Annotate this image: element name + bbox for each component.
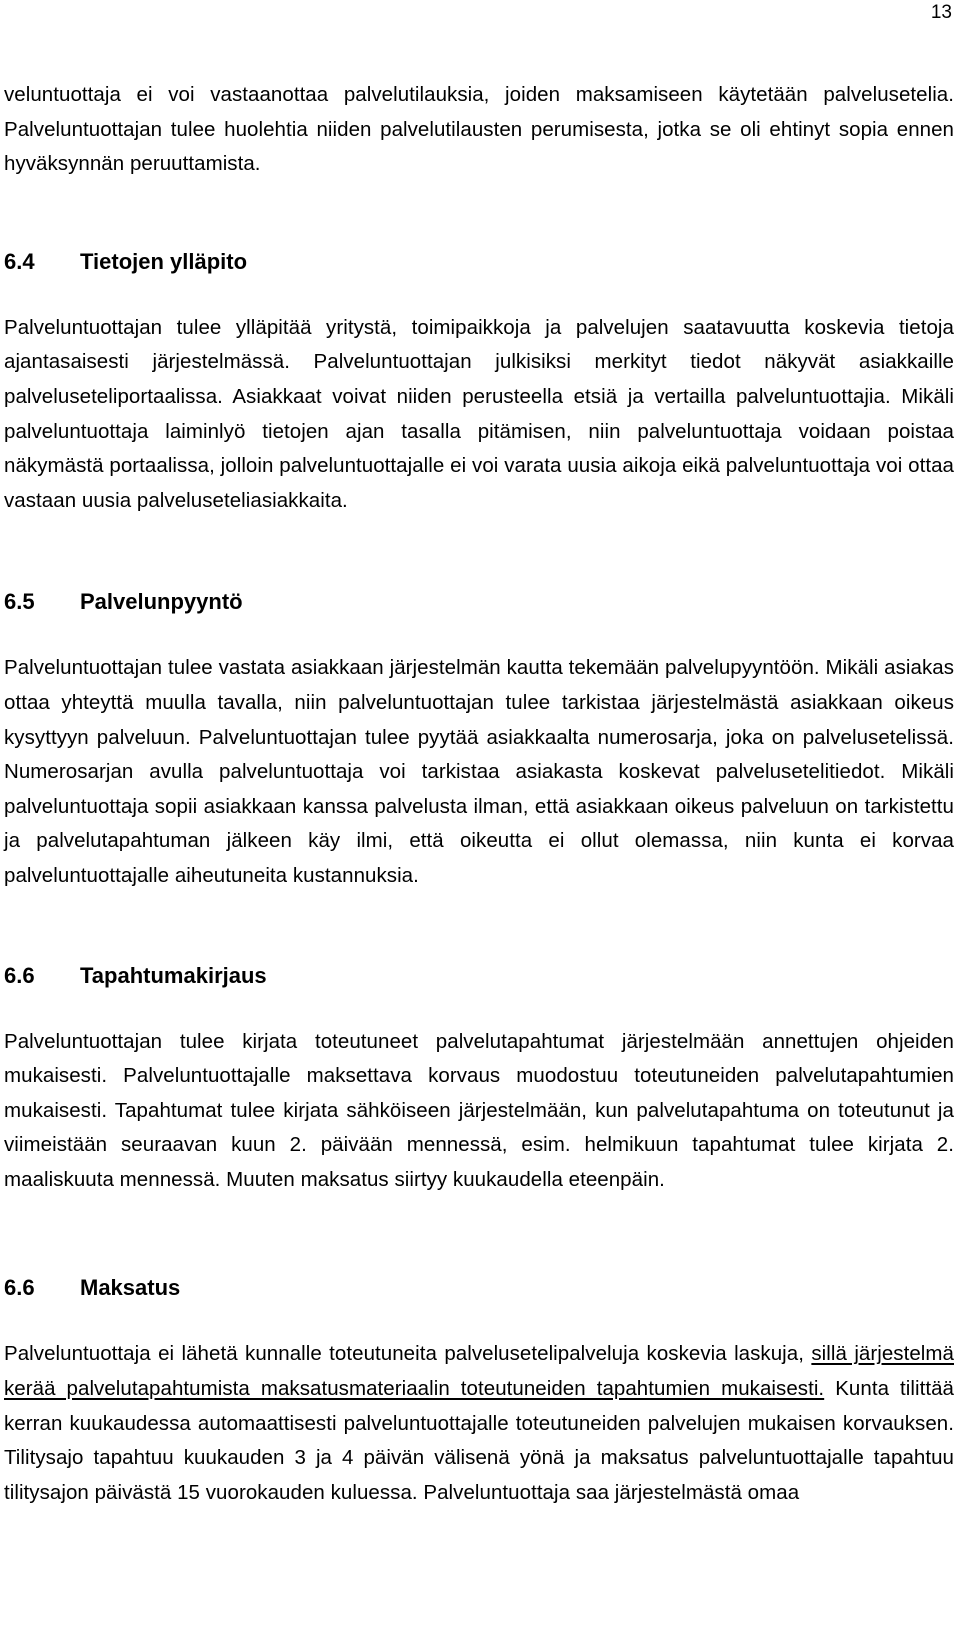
maksatus-text-before: Palveluntuottaja ei lähetä kunnalle toteutuneita palvelusetelipalveluja koskevia laskuja, (4, 1342, 804, 1366)
maksatus-text-after: Kunta tilittää kerran kuukaudessa automaattisesti palveluntuottajalle toteutuneiden palvelujen mukaisen korvauksen. Tilitysajo tapahtuu kuukauden 3 ja 4 päivän välisenä yönä ja maksatus palveluntuottajalle tapahtuu tilitysajon päivästä 15 vuorokauden kuluessa. Palveluntuottaja saa järjestelmästä omaa (4, 1377, 954, 1504)
section-number: 6.6 (4, 962, 35, 988)
section-title: Tietojen ylläpito (80, 248, 248, 274)
intro-paragraph: veluntuottaja ei voi vastaanottaa palvelutilauksia, joiden maksamiseen käytetään palvelusetelia. Palveluntuottajan tulee huolehtia niiden palvelutilausten perumisesta, jotka se oli ehtinyt sopia ennen hyväksynnän peruuttamista. (4, 83, 954, 176)
maksatus-text-underlined: sillä järjestelmä kerää palvelutapahtumista maksatusmateriaalin toteutuneiden tapahtumien mukaisesti. (4, 1342, 954, 1401)
section-paragraph-maksatus (4, 1337, 954, 1510)
section-title: Tapahtumakirjaus (80, 962, 267, 988)
section-heading-maksatus (4, 1273, 954, 1303)
section-heading-tietojen-yllapito (4, 247, 954, 277)
section-heading-tapahtumakirjaus (4, 961, 954, 991)
section-paragraph-palvelunpyynto: Palveluntuottajan tulee vastata asiakkaan järjestelmän kautta tekemään palvelupyyntöön. Mikäli asiakas ottaa yhteyttä muulla tavalla, niin palveluntuottajan tulee tarkistaa järjestelmästä asiakkaan oikeus kysyttyyn palveluun. Palveluntuottajan tulee pyytää asiakkaalta numerosarja, joka on palvelusetelissä. Numerosarjan avulla palveluntuottaja voi tarkistaa asiakasta koskevat palvelusetelitiedot. Mikäli palveluntuottaja sopii asiakkaan kanssa palvelusta ilman, että asiakkaan oikeus palveluun on tarkistettu ja palvelutapahtuman jälkeen käy ilmi, että oikeutta ei ollut olemassa, niin kunta ei korvaa palveluntuottajalle aiheutuneita kustannuksia. (4, 656, 954, 887)
page-number: 13 (930, 2, 952, 23)
document-body (4, 78, 954, 1510)
section-number: 6.4 (4, 248, 35, 274)
section-paragraph-tietojen-yllapito: Palveluntuottajan tulee ylläpitää yritystä, toimipaikkoja ja palvelujen saatavuutta koskevia tietoja ajantasaisesti järjestelmässä. Palveluntuottajan julkisiksi merkityt tiedot näkyvät asiakkaille palveluseteliportaalissa. Asiakkaat voivat niiden perusteella etsiä ja vertailla palveluntuottajia. Mikäli palveluntuottaja laiminlyö tietojen ajan tasalla pitämisen, niin palveluntuottaja voidaan poistaa näkymästä portaalissa, jolloin palveluntuottajalle ei voi varata uusia aikoja eikä palveluntuottaja voi ottaa vastaan uusia palveluseteliasiakkaita. (4, 315, 954, 512)
section-title: Maksatus (80, 1275, 181, 1301)
section-title: Palvelunpyyntö (80, 589, 243, 615)
section-heading-palvelunpyynto (4, 587, 954, 617)
section-number: 6.6 (4, 1275, 35, 1301)
section-paragraph-tapahtumakirjaus: Palveluntuottajan tulee kirjata toteutuneet palvelutapahtumat järjestelmään annettujen ohjeiden mukaisesti. Palveluntuottajalle maksettava korvaus muodostuu toteutuneiden palvelutapahtumien mukaisesti. Tapahtumat tulee kirjata sähköiseen järjestelmään, kun palvelutapahtuma on toteutunut ja viimeistään seuraavan kuun 2. päivään mennessä, esim. helmikuun tapahtumat tulee kirjata 2. maaliskuuta mennessä. Muuten maksatus siirtyy kuukaudella eteenpäin. (4, 1029, 954, 1191)
section-number: 6.5 (4, 589, 35, 615)
